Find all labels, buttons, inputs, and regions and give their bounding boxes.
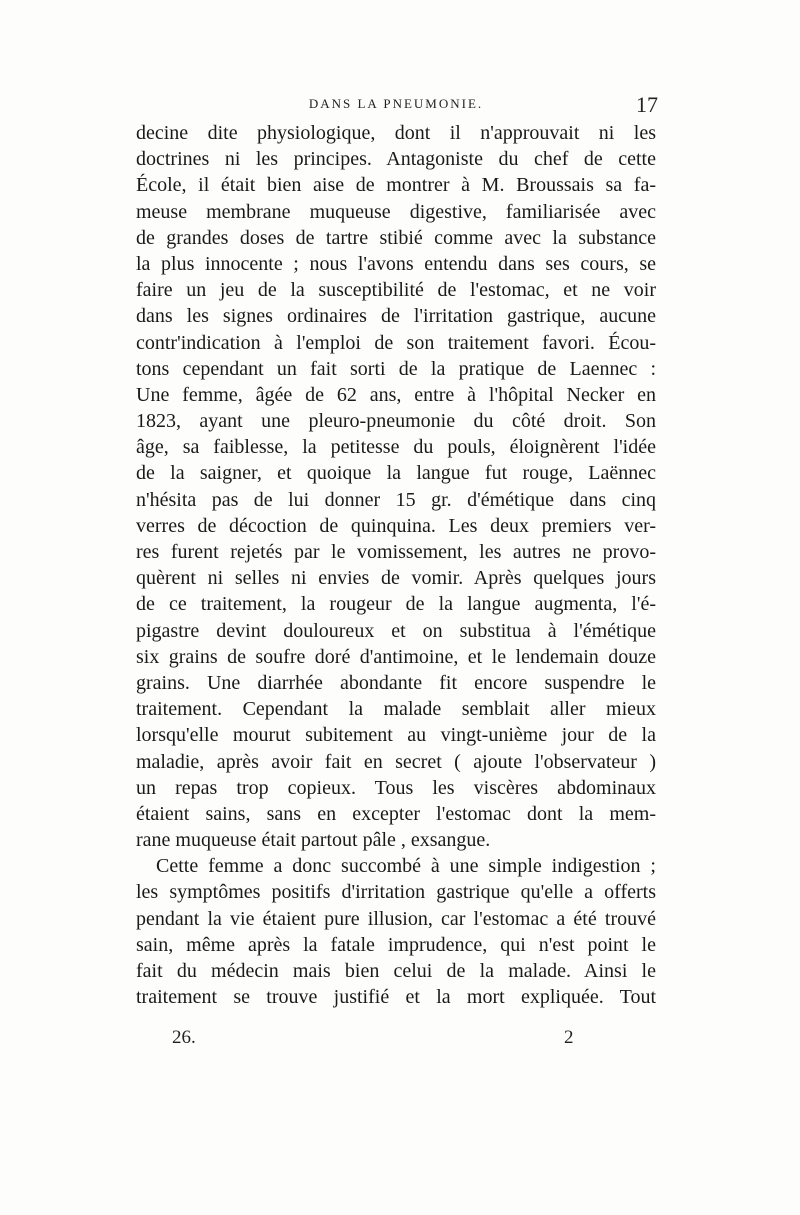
text-line: École, il était bien aise de montrer à M. Broussais sa fa- [136, 174, 656, 197]
text-line: verres de décoction de quinquina. Les deux premiers ver- [136, 514, 656, 537]
text-line: traitement se trouve justifié et la mort expliquée. Tout [136, 986, 656, 1009]
text-line: la plus innocente ; nous l'avons entendu dans ses cours, se [136, 252, 656, 275]
text-line: quèrent ni selles ni envies de vomir. Après quelques jours [136, 567, 656, 590]
text-line: sain, même après la fatale imprudence, qui n'est point le [136, 933, 656, 956]
text-line: six grains de soufre doré d'antimoine, et le lendemain douze [136, 645, 656, 668]
text-line: âge, sa faiblesse, la petitesse du pouls, éloignèrent l'idée [136, 436, 656, 459]
text-line: étaient sains, sans en excepter l'estomac dont la mem- [136, 802, 656, 825]
signature-number: 2 [564, 1027, 574, 1048]
text-line: contr'indication à l'emploi de son traitement favori. Écou- [136, 331, 656, 354]
text-line: traitement. Cependant la malade semblait aller mieux [136, 698, 656, 721]
text-line: meuse membrane muqueuse digestive, familiarisée avec [136, 200, 656, 223]
text-line: doctrines ni les principes. Antagoniste du chef de cette [136, 148, 656, 171]
text-line: pigastre devint douloureux et on substitua à l'émétique [136, 619, 656, 642]
text-line: pendant la vie étaient pure illusion, car l'estomac a été trouvé [136, 907, 656, 930]
text-line: un repas trop copieux. Tous les viscères abdominaux [136, 776, 656, 799]
page-number: 17 [636, 92, 658, 117]
text-line: de grandes doses de tartre stibié comme avec la substance [136, 226, 656, 249]
text-line: Une femme, âgée de 62 ans, entre à l'hôpital Necker en [136, 383, 656, 406]
text-line: les symptômes positifs d'irritation gastrique qu'elle a offerts [136, 881, 656, 904]
text-line: fait du médecin mais bien celui de la malade. Ainsi le [136, 960, 656, 982]
text-line: tons cependant un fait sorti de la pratique de Laennec : [136, 357, 656, 380]
text-line: res furent rejetés par le vomissement, les autres ne provo- [136, 541, 656, 563]
paragraph-start-line: Cette femme a donc succombé à une simple indigestion ; [156, 855, 656, 878]
text-line: dans les signes ordinaires de l'irritation gastrique, aucune [136, 305, 656, 328]
text-line: 1823, ayant une pleuro-pneumonie du côté droit. Son [136, 410, 656, 433]
text-line: faire un jeu de la susceptibilité de l'estomac, et ne voir [136, 279, 656, 302]
text-line: de la saigner, et quoique la langue fut rouge, Laënnec [136, 462, 656, 485]
text-line: decine dite physiologique, dont il n'approuvait ni les [136, 122, 656, 144]
text-line: rane muqueuse était partout pâle , exsangue. [136, 829, 491, 852]
running-title: DANS LA PNEUMONIE. [308, 96, 484, 111]
body-text [136, 120, 656, 1010]
text-line: lorsqu'elle mourut subitement au vingt-unième jour de la [136, 724, 656, 747]
signature-mark: 26. [172, 1027, 196, 1048]
text-line: maladie, après avoir fait en secret ( ajoute l'observateur ) [136, 750, 656, 773]
page-footer [136, 1027, 656, 1055]
text-line: n'hésita pas de lui donner 15 gr. d'émétique dans cinq [136, 488, 656, 511]
text-line: de ce traitement, la rougeur de la langue augmenta, l'é- [136, 593, 656, 616]
text-line: grains. Une diarrhée abondante fit encore suspendre le [136, 671, 656, 694]
running-head [136, 94, 656, 118]
